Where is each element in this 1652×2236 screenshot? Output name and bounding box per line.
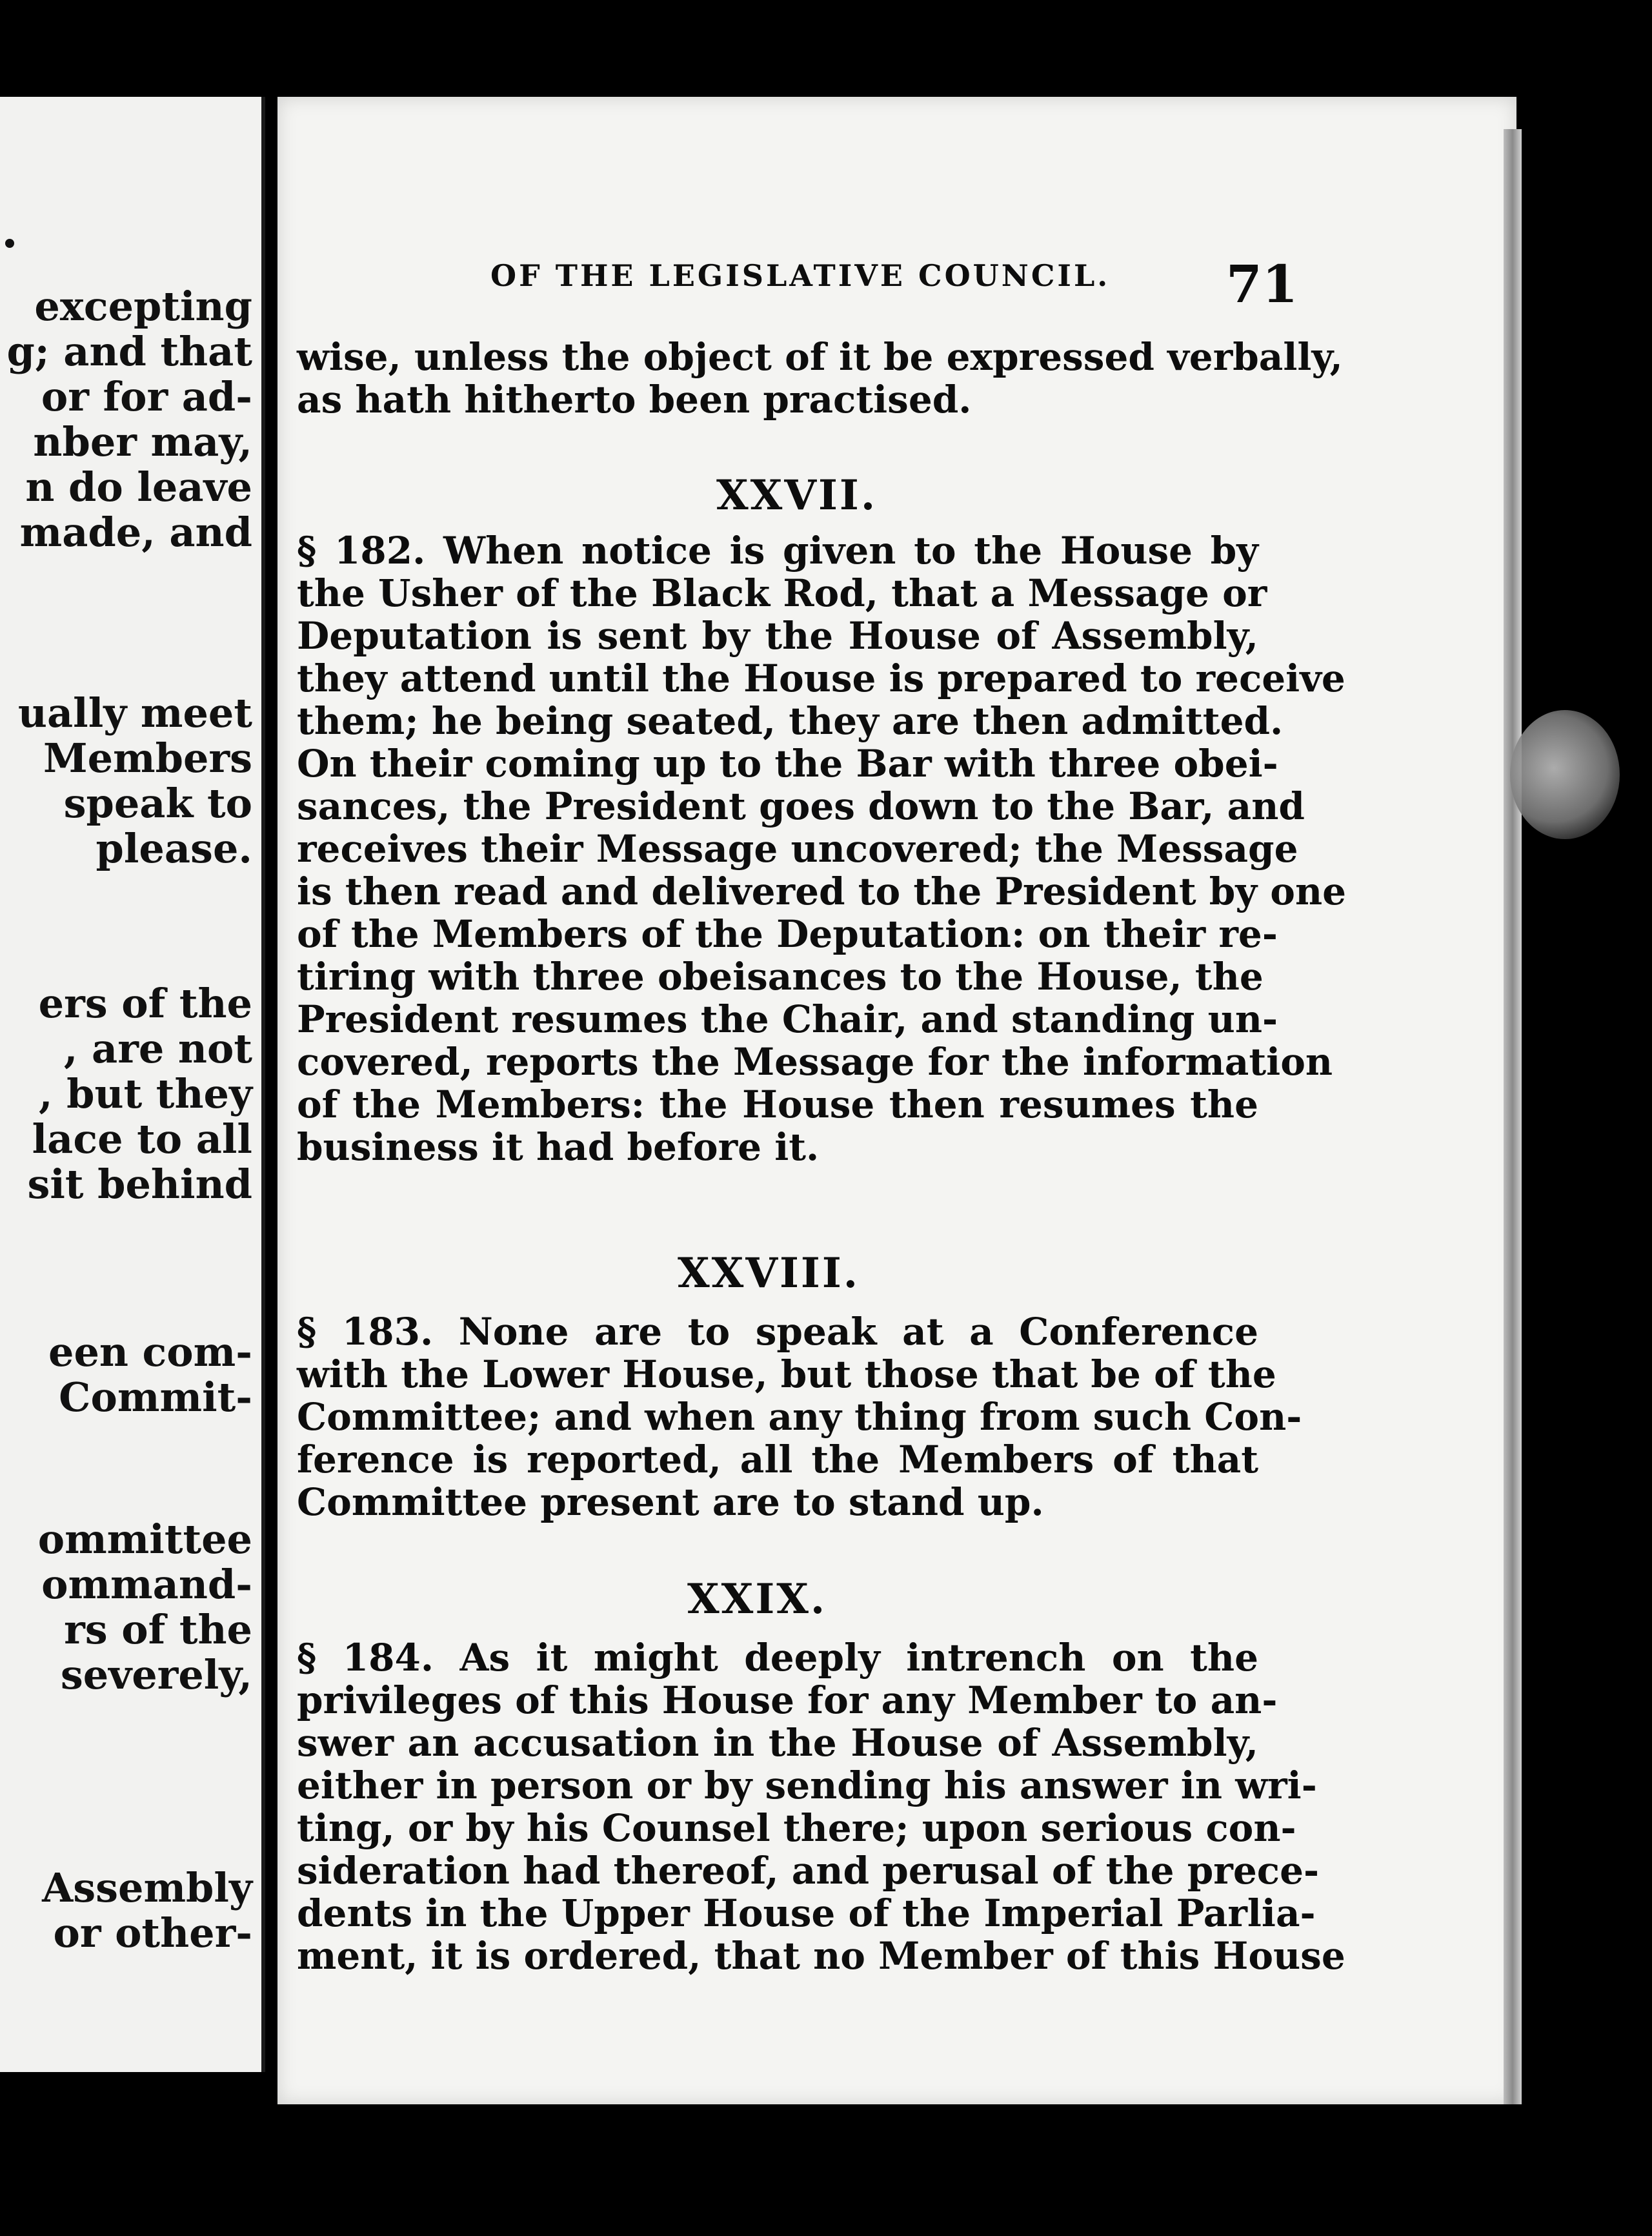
text-line: covered, reports the Message for the information <box>297 1040 1333 1084</box>
text-line: Deputation is sent by the House of Assembly, <box>297 614 1258 658</box>
text-line: receives their Message uncovered; the Message <box>297 827 1298 871</box>
text-line: sances, the President goes down to the Bar, and <box>297 784 1305 828</box>
left-line: made, and <box>19 509 252 556</box>
text-line: ference is reported, all the Members of that <box>297 1438 1258 1481</box>
left-line: please. <box>96 825 252 872</box>
left-line: een com- <box>48 1328 252 1376</box>
left-line: Members <box>43 735 252 782</box>
left-page-fragment <box>0 97 265 2072</box>
section-numeral: XXVIII. <box>678 1249 860 1297</box>
left-line: nber may, <box>33 418 252 465</box>
left-line: n do leave <box>25 463 252 511</box>
text-line: of the Members: the House then resumes the <box>297 1082 1258 1126</box>
text-line: is then read and delivered to the President by one <box>297 869 1347 913</box>
page-number: 71 <box>1226 254 1298 314</box>
text-line: tiring with three obeisances to the House, the <box>297 955 1264 999</box>
text-line: wise, unless the object of it be expressed verbally, <box>297 335 1343 379</box>
text-line: § 183. None are to speak at a Conference <box>297 1310 1258 1354</box>
text-line: with the Lower House, but those that be of the <box>297 1352 1276 1396</box>
stain <box>1510 710 1620 839</box>
page-edge <box>1504 129 1522 2104</box>
text-line: business it had before it. <box>297 1125 820 1169</box>
left-line: ommittee <box>37 1516 252 1563</box>
left-line: ually meet <box>17 689 252 737</box>
section-paragraph <box>297 1310 1302 1524</box>
text-line: § 184. As it might deeply intrench on the <box>297 1636 1258 1680</box>
left-line: , but they <box>38 1070 252 1117</box>
text-line: ting, or by his Counsel there; upon serious con- <box>297 1806 1296 1850</box>
left-line: speak to <box>63 780 252 827</box>
text-line: President resumes the Chair, and standing un- <box>297 997 1278 1041</box>
text-line: privileges of this House for any Member to an- <box>297 1678 1278 1722</box>
left-line: ers of the <box>38 980 252 1027</box>
text-line: them; he being seated, they are then admitted. <box>297 699 1284 743</box>
intro-paragraph <box>297 335 1343 422</box>
text-line: swer an accusation in the House of Assembly, <box>297 1721 1258 1765</box>
left-line: rs of the <box>64 1606 252 1653</box>
running-head: OF THE LEGISLATIVE COUNCIL. <box>490 258 1111 293</box>
text-line: of the Members of the Deputation: on their re- <box>297 912 1278 956</box>
text-line: On their coming up to the Bar with three obei- <box>297 742 1278 786</box>
section-paragraph <box>297 529 1347 1169</box>
left-line: or other- <box>53 1909 252 1956</box>
text-line: Committee present are to stand up. <box>297 1480 1044 1524</box>
left-line: excepting <box>34 283 252 330</box>
left-line: Commit- <box>59 1374 252 1421</box>
text-line: § 182. When notice is given to the House by <box>297 529 1258 573</box>
text-line: sideration had thereof, and perusal of the prece- <box>297 1849 1320 1893</box>
text-line: they attend until the House is prepared to receive <box>297 656 1345 700</box>
text-line: dents in the Upper House of the Imperial Parlia- <box>297 1891 1316 1935</box>
left-line: lace to all <box>32 1115 252 1163</box>
left-line: or for ad- <box>41 373 252 420</box>
left-line: , are not <box>63 1025 252 1072</box>
section-paragraph <box>297 1636 1345 1978</box>
left-line: Assembly <box>42 1864 252 1911</box>
ink-dot <box>5 239 14 248</box>
left-line: sit behind <box>27 1161 252 1208</box>
text-line: the Usher of the Black Rod, that a Message or <box>297 571 1267 615</box>
text-line: ment, it is ordered, that no Member of this House <box>297 1934 1345 1978</box>
section-numeral: XXIX. <box>687 1575 827 1623</box>
text-line: as hath hitherto been practised. <box>297 378 972 422</box>
left-line: ommand- <box>41 1561 252 1608</box>
left-line: severely, <box>60 1651 252 1698</box>
left-line: g; and that <box>6 328 252 375</box>
text-line: Committee; and when any thing from such Con- <box>297 1395 1302 1439</box>
section-numeral: XXVII. <box>716 471 878 520</box>
text-line: either in person or by sending his answer in wri- <box>297 1763 1317 1807</box>
